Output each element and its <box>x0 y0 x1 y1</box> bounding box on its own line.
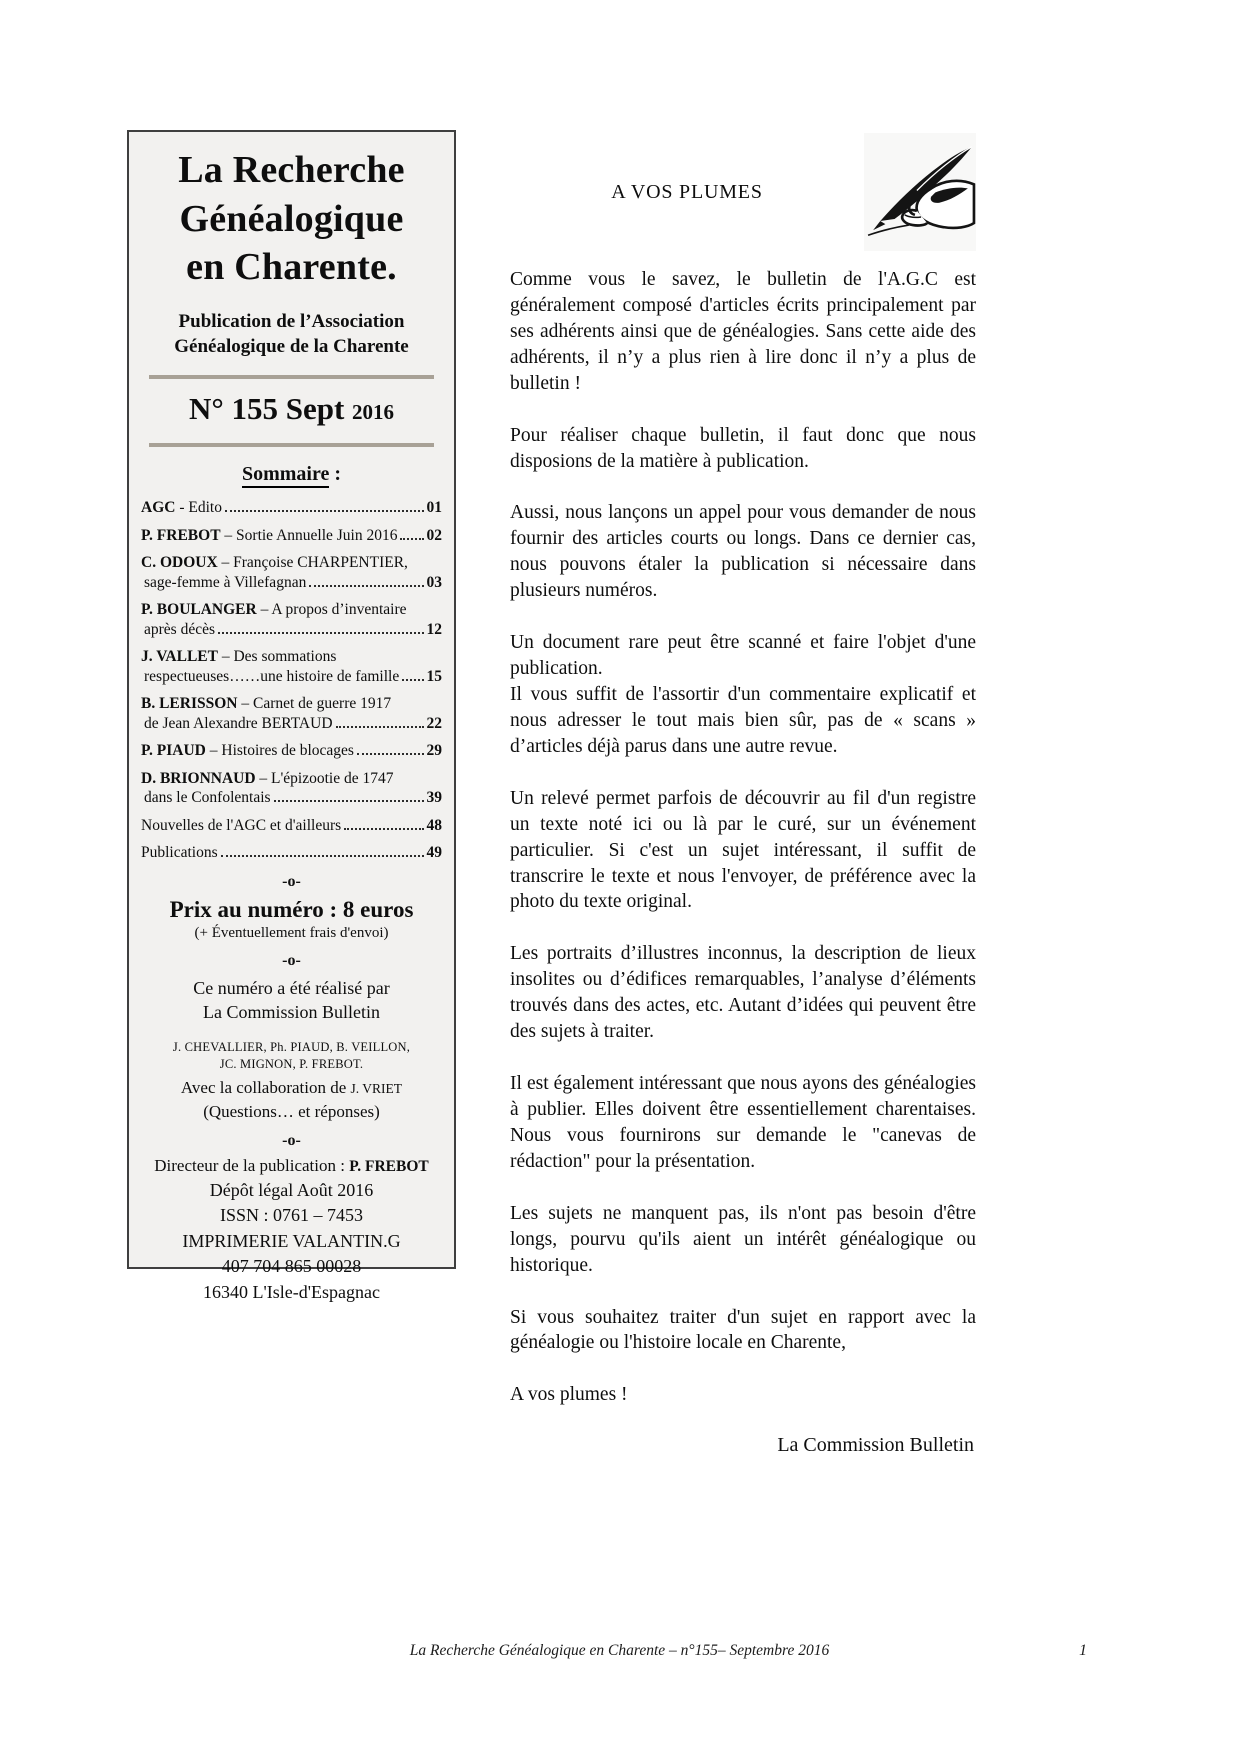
toc-dotted-leader <box>400 538 423 540</box>
toc-entry <box>141 843 442 863</box>
toc-dotted-leader <box>274 800 424 802</box>
bulletin-title-line: en Charente. <box>186 246 397 289</box>
toc-author: B. LERISSON <box>141 695 238 713</box>
article-paragraph: Les portraits d’illustres inconnus, la description de lieux insolites ou d’édifices remarquables, l’analyse d’éléments trouvés dans des actes, etc. Autant d’idées qui peuvent être des sujets à traiter. <box>510 943 976 1043</box>
toc-entry <box>141 553 442 592</box>
toc-title: Nouvelles de l'AGC et d'ailleurs <box>141 816 342 834</box>
toc-author: D. BRIONNAUD <box>141 769 256 787</box>
collab-note: (Questions… et réponses) <box>203 1101 380 1121</box>
toc-page-number: 02 <box>426 526 442 544</box>
toc-dotted-leader <box>309 585 423 587</box>
toc-page-number: 29 <box>426 742 442 760</box>
article-paragraph: Les sujets ne manquent pas, ils n'ont pas besoin d'être longs, pourvu qu'ils aient un intérêt généalogique ou historique. <box>510 1202 976 1276</box>
article-paragraph: Aussi, nous lançons un appel pour vous demander de nous fournir des articles courts ou longs. Dans ce dernier cas, nous pouvons étaler la publication si nécessaire dans plusieurs numéros. <box>510 502 976 602</box>
horizontal-rule <box>149 375 434 379</box>
toc-dotted-leader <box>357 753 424 755</box>
toc-title: AGC - Edito <box>141 499 222 517</box>
issn-line: ISSN : 0761 – 7453 <box>219 1205 363 1226</box>
toc-page-number: 48 <box>426 816 442 834</box>
toc-title: Publications <box>141 844 218 862</box>
section-divider: -o- <box>282 951 301 969</box>
toc-author: C. ODOUX <box>141 554 218 572</box>
toc-entry <box>141 816 442 836</box>
article-paragraph: Un document rare peut être scanné et faire l'objet d'une publication. <box>510 632 976 680</box>
toc-entry <box>141 741 442 761</box>
committee-line: JC. MIGNON, P. FREBOT. <box>219 1057 364 1072</box>
toc-page-number: 03 <box>426 573 442 591</box>
made-by <box>141 976 442 1025</box>
bulletin-title <box>141 146 442 292</box>
toc-author: P. FREBOT <box>141 526 221 544</box>
article-paragraph: Comme vous le savez, le bulletin de l'A.G.C est généralement composé d'articles écrits principalement par ses adhérents ainsi que de généalogies. Sans cette aide des adhérents, il n’y a plus rien à lire donc il n’y a plus de bulletin ! <box>510 269 976 394</box>
bulletin-subtitle <box>141 310 442 359</box>
issue-label: N° 155 Sept <box>188 391 345 427</box>
sommaire-colon: : <box>329 463 342 486</box>
section-divider: -o- <box>282 1131 301 1149</box>
toc-author: J. VALLET <box>141 648 218 666</box>
toc-title-continued: dans le Confolentais <box>144 789 271 807</box>
toc-author: AGC <box>141 499 176 517</box>
toc-page-number: 15 <box>426 667 442 685</box>
article-column <box>510 133 976 1457</box>
bulletin-title-line: Généalogique <box>179 197 404 240</box>
toc-title: P. FREBOT – Sortie Annuelle Juin 2016 <box>141 526 398 544</box>
toc-title-continued: sage-femme à Villefagnan <box>144 573 307 591</box>
toc-title-continued: de Jean Alexandre BERTAUD <box>144 714 333 732</box>
article-paragraph: Si vous souhaitez traiter d'un sujet en rapport avec la généalogie ou l'histoire locale en Charente, <box>510 1306 976 1354</box>
collab-prefix: Avec la collaboration de <box>180 1077 347 1097</box>
sommaire-label: Sommaire <box>242 463 329 488</box>
publisher-address: 16340 L'Isle-d'Espagnac <box>203 1281 380 1302</box>
toc-title-continued: après décès <box>144 620 215 638</box>
sommaire-heading <box>141 463 442 486</box>
bulletin-subtitle-line: Publication de l’Association <box>178 310 405 332</box>
toc-dotted-leader <box>225 510 424 512</box>
toc-page-number: 49 <box>426 844 442 862</box>
toc-dotted-leader <box>402 679 423 681</box>
section-divider: -o- <box>282 872 301 890</box>
made-by-line: La Commission Bulletin <box>202 1002 380 1023</box>
toc-dotted-leader <box>336 726 424 728</box>
article-paragraph: Un relevé permet parfois de découvrir au fil d'un registre un texte noté ici ou là par le curé, sur un événement particulier. Si c'est un sujet intéressant, il suffit de transcrire le texte et nous l'envoyer, de préférence avec la photo du texte original. <box>510 787 976 913</box>
publication-director <box>141 1156 442 1176</box>
toc-page-number: 22 <box>426 714 442 732</box>
article-paragraph: Pour réaliser chaque bulletin, il faut donc que nous disposions de la matière à publication. <box>510 424 976 472</box>
toc-title: B. LERISSON – Carnet de guerre 1917 <box>141 695 392 713</box>
article-paragraph: Il vous suffit de l'assortir d'un commentaire explicatif et nous adresser le tout mais bien sûr, pas de « scans » d’articles déjà parus dans une autre revue. <box>510 683 976 757</box>
registration-number: 407 704 865 00028 <box>221 1256 362 1277</box>
toc-entry <box>141 647 442 686</box>
bulletin-title-line: La Recherche <box>178 149 405 191</box>
toc-entry <box>141 526 442 546</box>
horizontal-rule <box>149 443 434 447</box>
masthead-box <box>127 130 456 1302</box>
article-header <box>510 133 976 251</box>
page-number: 1 <box>1079 1642 1087 1659</box>
quill-pen-icon <box>864 133 976 251</box>
issue-year: 2016 <box>352 400 395 425</box>
toc-title: J. VALLET – Des sommations <box>141 648 337 666</box>
collaboration-line <box>141 1078 442 1098</box>
toc-entry <box>141 694 442 733</box>
signature: La Commission Bulletin <box>777 1434 974 1457</box>
toc-dotted-leader <box>218 632 424 634</box>
director-label: Directeur de la publication : <box>154 1155 345 1175</box>
toc-title: P. BOULANGER – A propos d’inventaire <box>141 601 407 619</box>
made-by-line: Ce numéro a été réalisé par <box>193 977 390 998</box>
toc-dotted-leader <box>344 828 423 830</box>
toc-title: P. PIAUD – Histoires de blocages <box>141 742 354 760</box>
price-line: Prix au numéro : 8 euros <box>169 896 414 922</box>
closing-line: A vos plumes ! <box>510 1384 628 1406</box>
toc-page-number: 39 <box>426 789 442 807</box>
toc-dotted-leader <box>221 855 424 857</box>
committee-line: J. CHEVALLIER, Ph. PIAUD, B. VEILLON, <box>172 1039 411 1054</box>
collab-name: J. VRIET <box>350 1080 403 1096</box>
article-heading: A VOS PLUMES <box>611 180 763 203</box>
director-name: P. FREBOT <box>349 1157 429 1175</box>
toc-entry <box>141 769 442 808</box>
toc-page-number: 01 <box>426 499 442 517</box>
committee-members <box>141 1039 442 1074</box>
legal-deposit: Dépôt légal Août 2016 <box>209 1179 374 1200</box>
toc-title: C. ODOUX – Françoise CHARPENTIER, <box>141 554 408 572</box>
toc-title-continued: respectueuses……une histoire de famille <box>144 667 400 685</box>
table-of-contents <box>141 498 442 863</box>
printer-line: IMPRIMERIE VALANTIN.G <box>182 1230 401 1251</box>
article-paragraph: Il est également intéressant que nous ayons des généalogies à publier. Elles doivent être essentiellement charentaises. Nous vous fournirons sur demande le "canevas de rédaction" pour la présentation. <box>510 1073 976 1172</box>
toc-author: P. BOULANGER <box>141 601 257 619</box>
footer-text: La Recherche Généalogique en Charente – n°155– Septembre 2016 <box>409 1642 830 1659</box>
issue-number <box>141 391 442 427</box>
price-note: (+ Éventuellement frais d'envoi) <box>194 924 389 941</box>
toc-title: D. BRIONNAUD – L'épizootie de 1747 <box>141 769 394 787</box>
hand-quill-illustration <box>864 133 976 251</box>
toc-entry <box>141 498 442 518</box>
colophon <box>141 1178 442 1306</box>
toc-author: P. PIAUD <box>141 742 206 760</box>
bulletin-subtitle-line: Généalogique de la Charente <box>174 335 409 357</box>
toc-page-number: 12 <box>426 620 442 638</box>
toc-entry <box>141 600 442 639</box>
